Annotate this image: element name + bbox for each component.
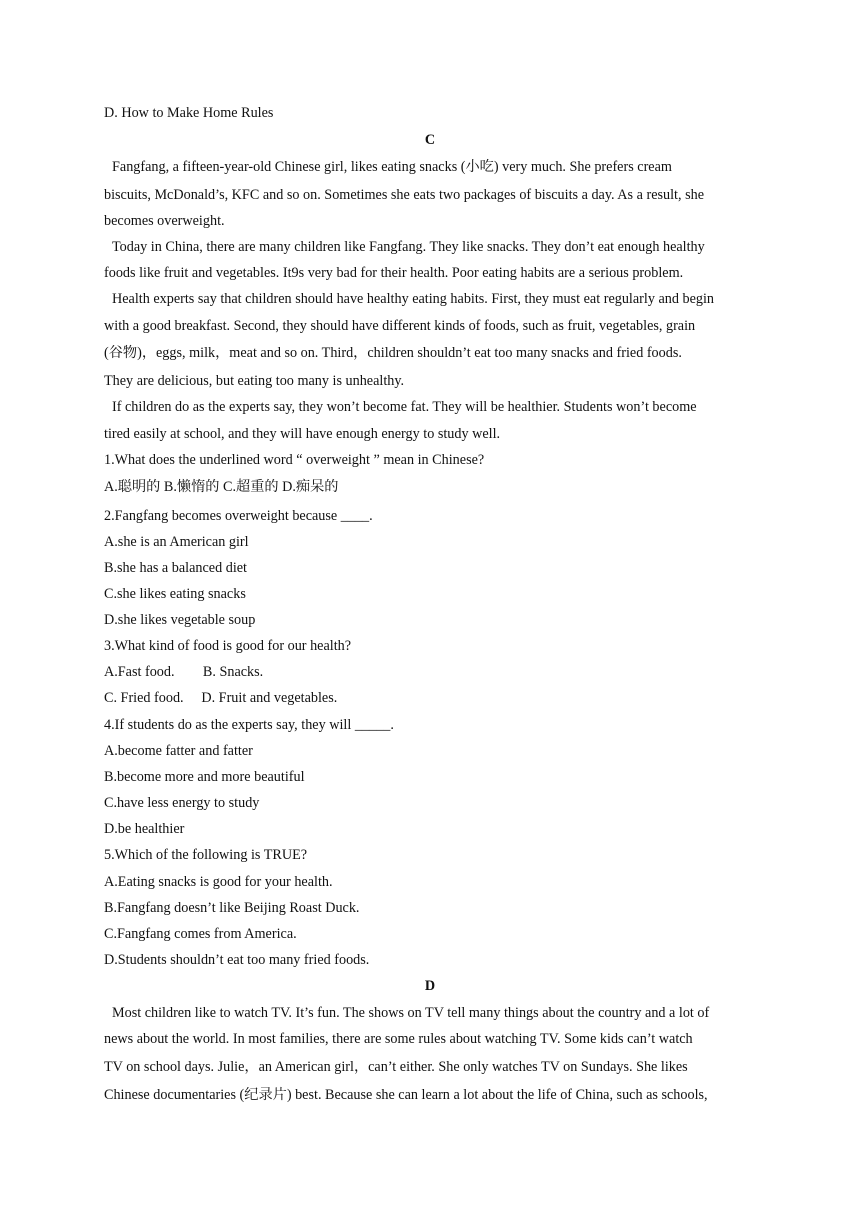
passage-c-line: Today in China, there are many children like Fangfang. They like snacks. They don’t eat enough healthy	[112, 239, 705, 255]
passage-c-line: Fangfang, a fifteen-year-old Chinese girl, likes eating snacks (小吃) very much. She prefers cream	[112, 159, 672, 175]
question-line: 2.Fangfang becomes overweight because ____.	[104, 508, 373, 524]
question-line: 1.What does the underlined word “ overweight ” mean in Chinese?	[104, 452, 485, 468]
question-line: B.become more and more beautiful	[104, 769, 305, 785]
question-line: D.be healthier	[104, 821, 185, 837]
passage-c-line: They are delicious, but eating too many is unhealthy.	[104, 373, 405, 389]
question-line: C.Fangfang comes from America.	[104, 926, 297, 942]
question-line: 3.What kind of food is good for our health?	[104, 638, 352, 654]
section-d-heading: D	[424, 978, 436, 994]
question-line: 5.Which of the following is TRUE?	[104, 847, 308, 863]
passage-c-line: foods like fruit and vegetables. It9s very bad for their health. Poor eating habits are a serious problem.	[104, 265, 684, 281]
question-line: C. Fried food. D. Fruit and vegetables.	[104, 690, 338, 706]
passage-d-line: Chinese documentaries (纪录片) best. Because she can learn a lot about the life of China, such as schools,	[104, 1087, 708, 1103]
section-c-heading: C	[424, 132, 436, 148]
question-line: B.she has a balanced diet	[104, 560, 248, 576]
passage-c-line: becomes overweight.	[104, 213, 225, 229]
question-line: B.Fangfang doesn’t like Beijing Roast Duck.	[104, 900, 360, 916]
question-line: A.Eating snacks is good for your health.	[104, 874, 333, 890]
question-line: A.Fast food. B. Snacks.	[104, 664, 264, 680]
previous-option-d: D. How to Make Home Rules	[104, 105, 274, 121]
passage-c-line: Health experts say that children should have healthy eating habits. First, they must eat regularly and begin	[112, 291, 715, 307]
passage-c-line: tired easily at school, and they will have enough energy to study well.	[104, 426, 501, 442]
question-line: A.become fatter and fatter	[104, 743, 253, 759]
passage-d-line: Most children like to watch TV. It’s fun. The shows on TV tell many things about the country and a lot of	[112, 1005, 710, 1021]
question-line: A.she is an American girl	[104, 534, 249, 550]
question-line: 4.If students do as the experts say, they will _____.	[104, 717, 394, 733]
question-line: C.have less energy to study	[104, 795, 260, 811]
passage-c-line: with a good breakfast. Second, they should have different kinds of foods, such as fruit, vegetables, grain	[104, 318, 696, 334]
passage-d-line: TV on school days. Julie，an American girl，can’t either. She only watches TV on Sundays. She likes	[104, 1059, 688, 1075]
question-line: D.she likes vegetable soup	[104, 612, 256, 628]
passage-d-line: news about the world. In most families, there are some rules about watching TV. Some kids can’t watch	[104, 1031, 693, 1047]
passage-c-line: biscuits, McDonald’s, KFC and so on. Sometimes she eats two packages of biscuits a day. As a result, she	[104, 187, 704, 203]
passage-c-line: If children do as the experts say, they won’t become fat. They will be healthier. Students won’t become	[112, 399, 697, 415]
question-line: D.Students shouldn’t eat too many fried foods.	[104, 952, 370, 968]
passage-c-line: (谷物)，eggs, milk，meat and so on. Third，children shouldn’t eat too many snacks and fried foods.	[104, 345, 682, 361]
question-line: A.聪明的 B.懒惰的 C.超重的 D.痴呆的	[104, 479, 339, 495]
question-line: C.she likes eating snacks	[104, 586, 246, 602]
